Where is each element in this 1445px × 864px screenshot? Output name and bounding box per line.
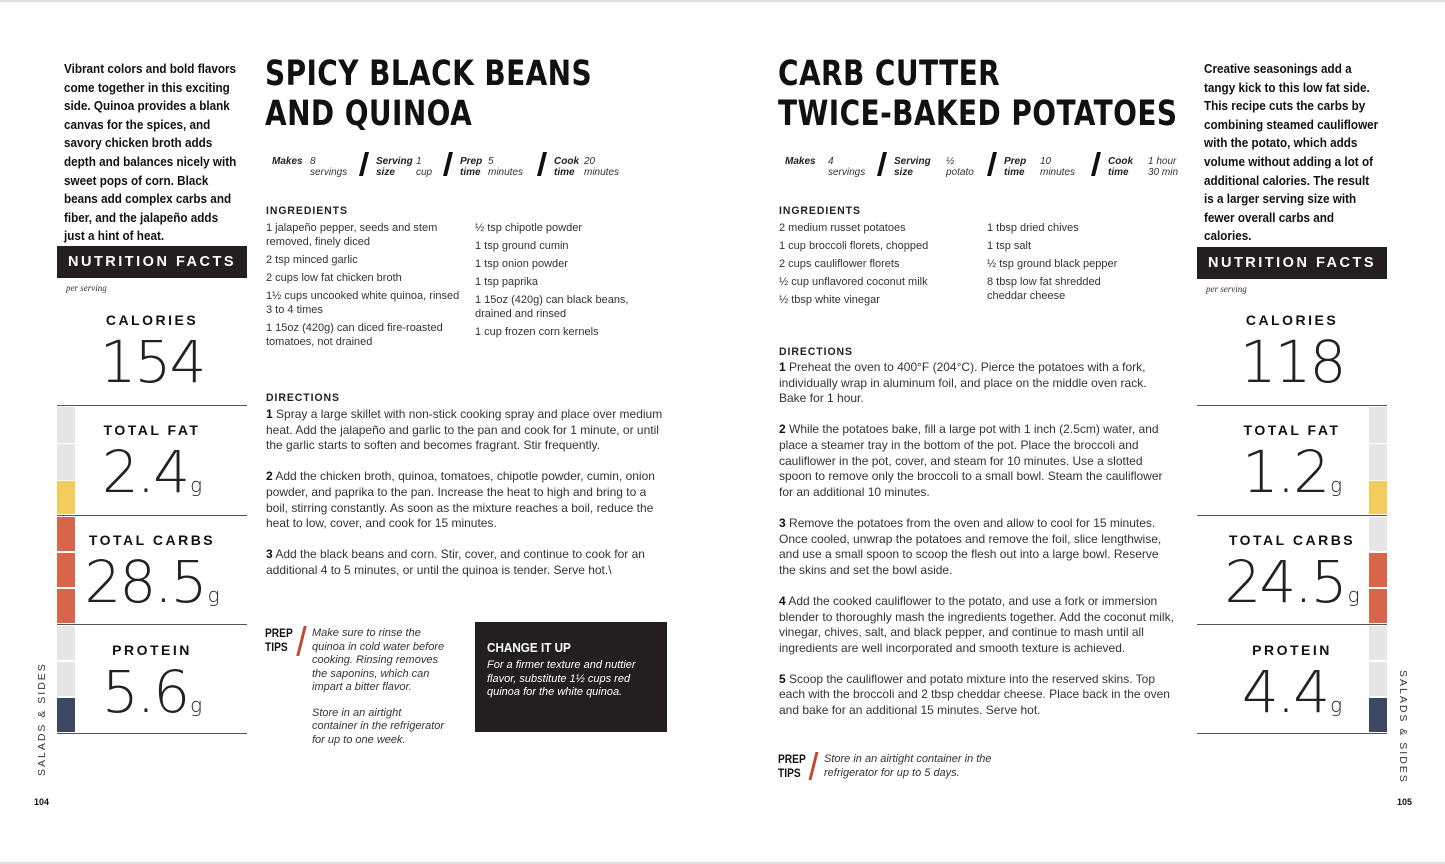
prep-tips-label	[265, 626, 293, 654]
step-number: 1	[266, 407, 273, 421]
divider	[1197, 515, 1387, 516]
ingredients-heading: INGREDIENTS	[779, 205, 861, 217]
total-carbs-number: 24.5	[1224, 548, 1346, 616]
color-strip-yellow	[57, 481, 75, 514]
step-text: Preheat the oven to 400°F (204°C). Pierce the potatoes with a fork, individually wrap in aluminum foil, and place on the middle oven rack. Bake for 1 hour.	[779, 360, 1147, 406]
recipe-meta	[272, 156, 628, 186]
color-strip-red	[57, 553, 75, 587]
step-number: 1	[779, 360, 786, 374]
color-strip-grey	[1369, 626, 1387, 660]
per-serving-label: per serving	[66, 283, 107, 293]
page-number: 104	[34, 797, 50, 807]
directions-list	[266, 407, 670, 594]
color-strip-grey	[1369, 444, 1387, 480]
makes-label: Makes	[272, 156, 303, 167]
protein-value	[57, 658, 247, 735]
tips-label-line: TIPS	[265, 640, 288, 654]
total-fat-value	[1197, 438, 1387, 515]
ingredient-item: 2 cups low fat chicken broth	[266, 272, 402, 284]
ingredient-item: 8 tbsp low fat shredded cheddar cheese	[987, 276, 1101, 302]
prep-tips-slash	[809, 752, 819, 780]
divider	[57, 624, 247, 625]
color-strip-navy	[57, 698, 75, 732]
ingredients-col-1	[779, 221, 979, 311]
ingredient-item: 1 tsp paprika	[475, 276, 538, 288]
meta-separator	[443, 152, 453, 176]
unit: g	[1347, 583, 1360, 607]
color-strip-red	[57, 517, 75, 551]
ingredient-item: 2 medium russet potatoes	[779, 222, 906, 234]
calories-label: CALORIES	[1245, 312, 1339, 328]
direction-step	[266, 469, 670, 531]
prep-tips-slash	[296, 626, 306, 656]
divider	[1197, 405, 1387, 406]
step-text: Remove the potatoes from the oven and allow to cool for 15 minutes. Once cooled, unwrap the potatoes and remove the foil, slice lengthwise, and use a small spoon to scoop the flesh out into a large bowl. Reserve the skins and set the bowl aside.	[779, 515, 1162, 577]
serving-label: Serving size	[376, 156, 413, 178]
prep-label: Prep time	[1004, 156, 1027, 178]
color-strip-grey	[57, 662, 75, 696]
prep-label: Prep time	[460, 156, 483, 178]
step-number: 3	[266, 547, 273, 562]
total-fat-value	[57, 438, 247, 515]
direction-step	[779, 594, 1177, 656]
calories-label: CALORIES	[105, 312, 199, 328]
ingredients-col-2	[475, 221, 645, 343]
ingredient-item: 1 tsp ground cumin	[475, 240, 569, 252]
change-it-up-box	[475, 622, 667, 732]
prep-tips-label	[778, 752, 806, 780]
calories-value: 154	[99, 328, 205, 396]
step-text: Add the chicken broth, quinoa, tomatoes, chipotle powder, cumin, onion powder, and paprika to the pan. Increase the heat to high and bring to a boil, stirring constantly. As soon as the mixture reaches a boil, reduce the heat to low, cover, and cook for 15 minutes.	[266, 469, 655, 531]
meta-separator	[877, 152, 887, 176]
ingredient-item: 1 tsp salt	[987, 240, 1032, 252]
recipe-title	[265, 54, 592, 134]
color-strip-grey	[57, 626, 75, 660]
direction-step	[266, 407, 670, 454]
serving-label: Serving size	[894, 156, 931, 178]
recipe-intro: Vibrant colors and bold flavors come together in this exciting side. Quinoa provides a blank canvas for the spices, and savory chicken broth adds depth and balances nicely with sweet pops of corn. Black beans add complex carbs and fiber, and the jalapeño adds just a hint of heat.	[64, 61, 237, 244]
ingredient-item: ½ tsp ground black pepper	[987, 258, 1118, 270]
ingredient-item: 1½ cups uncooked white quinoa, rinsed 3 to 4 times	[266, 290, 460, 316]
ingredient-item: 1 cup frozen corn kernels	[475, 326, 599, 338]
total-carbs-value	[1197, 548, 1387, 625]
ingredient-item: ½ tbsp white vinegar	[779, 294, 880, 306]
meta-separator	[1091, 152, 1101, 176]
ingredient-item: 2 cups cauliflower florets	[779, 258, 900, 270]
directions-heading: DIRECTIONS	[779, 346, 853, 358]
total-carbs-number: 28.5	[84, 548, 206, 616]
section-label: SALADS & SIDES	[36, 662, 48, 776]
cook-value: 1 hour 30 min	[1148, 156, 1179, 178]
per-serving-label: per serving	[1206, 284, 1247, 294]
color-strip-grey	[57, 444, 75, 480]
divider	[57, 733, 247, 734]
ingredient-item: ½ cup unflavored coconut milk	[779, 276, 928, 288]
color-strip-grey	[57, 407, 75, 443]
protein-number: 4.4	[1241, 658, 1329, 726]
step-number: 2	[266, 469, 273, 484]
change-it-up-title: CHANGE IT UP	[487, 640, 571, 655]
prep-label-line: PREP	[778, 752, 806, 766]
tips-label-line: TIPS	[778, 766, 801, 780]
ingredient-item: 1 jalapeño pepper, seeds and stem removed, finely diced	[266, 222, 438, 248]
color-strip-yellow	[1369, 481, 1387, 514]
prep-tip: Store in an airtight container in the refrigerator for up to 5 days.	[824, 753, 992, 779]
protein-label: PROTEIN	[112, 642, 192, 658]
page-number: 105	[1397, 797, 1413, 807]
title-line-1: SPICY BLACK BEANS	[265, 54, 593, 94]
prep-value: 5 minutes	[488, 156, 524, 178]
directions-heading: DIRECTIONS	[266, 392, 340, 404]
total-fat-number: 1.2	[1241, 438, 1329, 506]
title-line-2: AND QUINOA	[265, 94, 473, 134]
prep-tip: Store in an airtight container in the refrigerator for up to one week.	[312, 706, 445, 746]
color-strip-grey	[1369, 407, 1387, 443]
ingredient-item: 1 tsp onion powder	[475, 258, 568, 270]
color-strip-red	[1369, 589, 1387, 623]
recipe-intro: Creative seasonings add a tangy kick to this low fat side. This recipe cuts the carbs by combining steamed cauliflower with the potato, which adds volume without adding a lot of additional calories. The result is a larger serving size with fewer overall carbs and calories.	[1204, 61, 1379, 244]
step-text: Spray a large skillet with non-stick cooking spray and place over medium heat. Add the jalapeño and garlic to the pan and cook for 1 minute, or until the garlic starts to soften and becomes fragrant. Stir frequently.	[266, 407, 663, 453]
step-number: 5	[779, 671, 786, 686]
recipe-meta	[785, 156, 1188, 186]
serving-value: ½ potato	[946, 156, 974, 178]
cook-value: 20 minutes	[584, 156, 620, 178]
divider	[1197, 733, 1387, 734]
change-it-up-text: For a firmer texture and nuttier flavor, substitute 1½ cups red quinoa for the white quinoa.	[487, 659, 636, 698]
color-strip-red	[1369, 553, 1387, 587]
ingredient-item: 1 15oz (420g) can diced fire-roasted tomatoes, not drained	[266, 322, 443, 348]
unit: g	[1330, 693, 1343, 717]
direction-step	[266, 547, 670, 578]
protein-label: PROTEIN	[1252, 642, 1332, 658]
meta-separator	[537, 152, 547, 176]
makes-label: Makes	[785, 156, 816, 167]
total-carbs-label: TOTAL CARBS	[88, 532, 216, 548]
ingredients-heading: INGREDIENTS	[266, 205, 348, 217]
section-label: SALADS & SIDES	[1397, 670, 1409, 784]
makes-value: 4 servings	[828, 156, 866, 178]
color-strip-grey	[1369, 517, 1387, 551]
nutrition-facts-heading: NUTRITION FACTS	[57, 246, 247, 278]
title-line-1: CARB CUTTER	[778, 54, 1001, 94]
direction-step	[779, 672, 1177, 719]
title-line-2: TWICE-BAKED POTATOES	[778, 94, 1178, 134]
prep-tip: Make sure to rinse the quinoa in cold water before cooking. Rinsing removes the saponins, which can impart a bitter flavor.	[312, 627, 445, 693]
ingredient-item: 2 tsp minced garlic	[266, 254, 358, 266]
direction-step	[779, 516, 1177, 578]
unit: g	[190, 693, 203, 717]
ingredients-col-1	[266, 221, 461, 353]
total-carbs-label: TOTAL CARBS	[1228, 532, 1356, 548]
makes-value: 8 servings	[310, 156, 348, 178]
ingredient-item: 1 15oz (420g) can black beans, drained and rinsed	[475, 294, 629, 320]
direction-step	[779, 422, 1177, 500]
calories-value: 118	[1239, 328, 1345, 396]
total-fat-label: TOTAL FAT	[103, 422, 201, 438]
protein-value	[1197, 658, 1387, 735]
total-carbs-value	[57, 548, 247, 625]
divider	[1197, 624, 1387, 625]
total-fat-number: 2.4	[101, 438, 189, 506]
prep-value: 10 minutes	[1040, 156, 1076, 178]
color-strip-red	[57, 589, 75, 623]
unit: g	[207, 583, 220, 607]
ingredients-col-2	[987, 221, 1137, 307]
divider	[57, 405, 247, 406]
step-text: Scoop the cauliflower and potato mixture into the reserved skins. Top each with the broccoli and 2 tbsp cheddar cheese. Place back in the oven and bake for an additional 15 minutes. Serve hot.	[779, 671, 1170, 718]
prep-label-line: PREP	[265, 626, 293, 640]
direction-step	[779, 360, 1177, 407]
color-strip-navy	[1369, 698, 1387, 732]
unit: g	[190, 473, 203, 497]
ingredient-item: 1 tbsp dried chives	[987, 222, 1079, 234]
step-text: While the potatoes bake, fill a large pot with 1 inch (2.5cm) water, and place a steamer tray in the bottom of the pot. Place the broccoli and cauliflower in the pot, cover, and steam for 10 minutes. Use a slotted spoon to remove only the broccoli to a small bowl. Steam the cauliflower for an additional 10 minutes.	[779, 422, 1163, 499]
meta-separator	[987, 152, 997, 176]
prep-tips-text	[824, 753, 1024, 780]
protein-number: 5.6	[101, 658, 189, 726]
step-number: 3	[779, 515, 786, 530]
directions-list	[779, 360, 1177, 734]
meta-separator	[359, 152, 369, 176]
step-text: Add the cooked cauliflower to the potato, and use a fork or immersion blender to thoroughly mash the ingredients together. Add the coconut milk, vinegar, chives, salt, and black pepper, and continue to mash until all ingredients are well incorporated and smooth texture is achieved.	[779, 593, 1174, 655]
ingredient-item: 1 cup broccoli florets, chopped	[779, 240, 929, 252]
unit: g	[1330, 473, 1343, 497]
recipe-title	[778, 54, 1177, 134]
color-strip-grey	[1369, 662, 1387, 696]
cook-label: Cook time	[1108, 156, 1133, 178]
ingredient-item: ½ tsp chipotle powder	[475, 222, 583, 234]
serving-value: 1 cup	[416, 156, 433, 178]
step-text: Add the black beans and corn. Stir, cover, and continue to cook for an additional 4 to 5 minutes, or until the quinoa is tender. Serve hot.\	[266, 547, 645, 577]
step-number: 4	[779, 593, 786, 608]
step-number: 2	[779, 422, 786, 437]
divider	[57, 515, 247, 516]
cook-label: Cook time	[554, 156, 579, 178]
total-fat-label: TOTAL FAT	[1243, 422, 1341, 438]
nutrition-facts-heading: NUTRITION FACTS	[1197, 247, 1387, 279]
prep-tips-text	[312, 627, 447, 747]
